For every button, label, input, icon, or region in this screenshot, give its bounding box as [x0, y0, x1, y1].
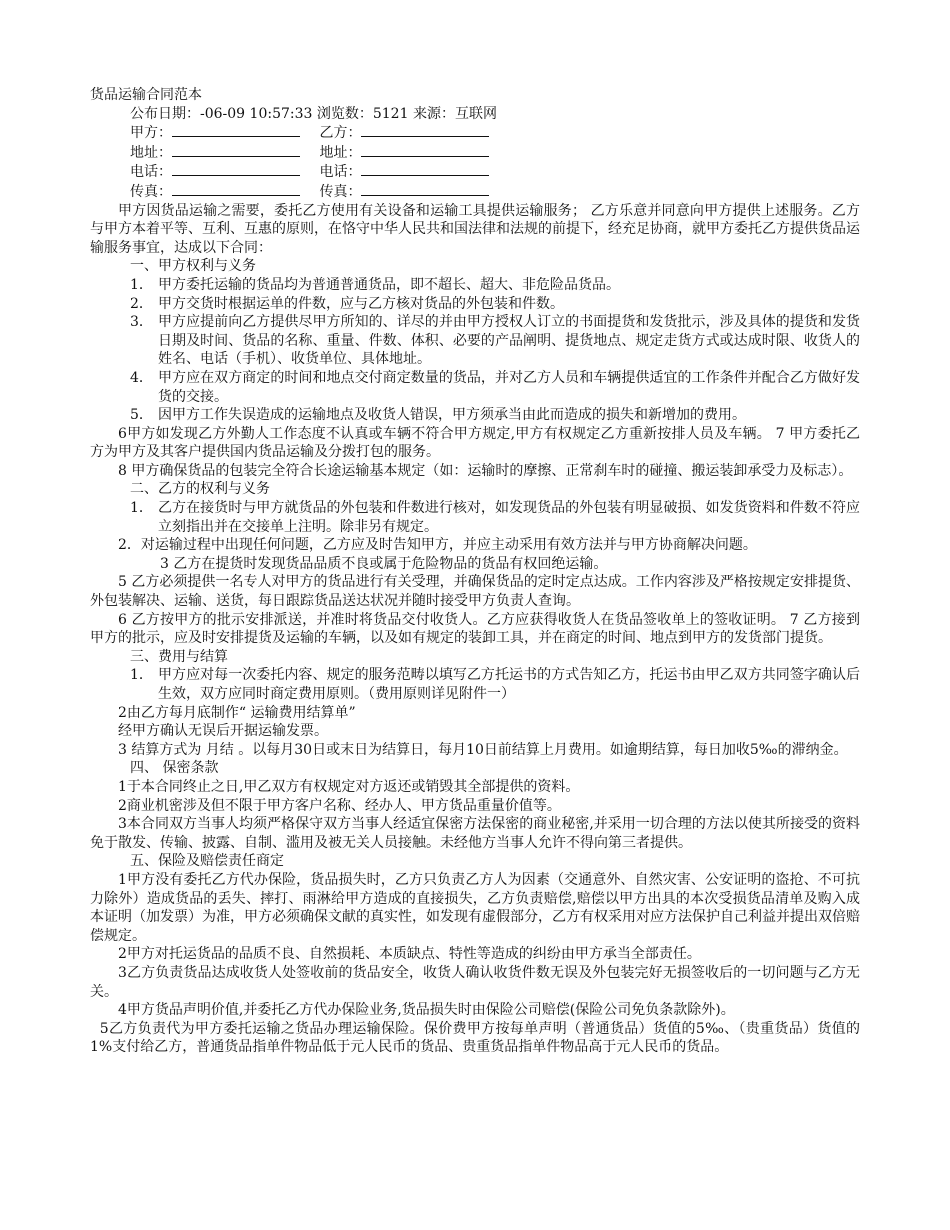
field-label-party-a: 甲方：: [130, 125, 172, 142]
paragraph-s4-1: 1于本合同终止之日,甲乙双方有权规定对方返还或销毁其全部提供的资料。: [118, 778, 580, 795]
item-text: 甲方应提前向乙方提供尽甲方所知的、详尽的并由甲方授权人订立的书面提货和发货批示，涉及具体的提货和发货日期及时间、货品的名称、重量、件数、体积、必要的产品阐明、提货地点、规定走货方式或达成时限、收货人的姓名、电话（手机）、收货单位、具体地址。: [158, 314, 860, 368]
paragraph-s5-4: 4甲方货品声明价值,并委托乙方代办保险业务,货品损失时由保险公司赔偿(保险公司免负条款除外)。: [118, 1002, 735, 1019]
item-text: 甲方委托运输的货品均为普通普通货品，即不超长、超大、非危险品货品。: [158, 276, 620, 293]
list-item: [90, 369, 860, 406]
item-text: 乙方在接货时与甲方就货品的外包装和件数进行核对，如发现货品的外包装有明显破损、如发货资料和件数不符应立刻指出并在交接单上注明。除非另有规定。: [158, 500, 860, 535]
document-title: 货品运输合同范本: [90, 87, 202, 103]
field-label-fax-b: 传真：: [319, 183, 362, 200]
list-item: [90, 295, 860, 314]
section-heading-5: 五、保险及赔偿责任商定: [130, 853, 284, 870]
field-label-address-a: 地址：: [130, 144, 172, 161]
blank-line: [172, 123, 300, 137]
list-item: [90, 666, 860, 703]
item-text: 甲方应对每一次委托内容、规定的服务范畴以填写乙方托运书的方式告知乙方，托运书由甲乙双方共同签字确认后生效，双方应同时商定费用原则。（费用原则详见附件一）: [158, 667, 860, 702]
field-row-address: [90, 143, 860, 163]
blank-line: [172, 143, 300, 157]
preamble-paragraph: 甲方因货品运输之需要，委托乙方使用有关设备和运输工具提供运输服务； 乙方乐意并同意向甲方提供上述服务。乙方与甲方本着平等、互利、互惠的原则，在恪守中华人民共和国法律和法规的前提下，经充足协商，就甲方委托乙方提供货品运输服务事宜，达成以下合同：: [90, 202, 860, 256]
blank-line: [361, 182, 489, 196]
field-label-phone-a: 电话：: [130, 164, 172, 181]
paragraph-s2-5: 5 乙方必须提供一名专人对甲方的货品进行有关受理，并确保货品的定时定点达成。工作内容涉及严格按规定安排提货、外包装解决、运输、送货，每日跟踪货品送达状况并随时接受甲方负责人查询。: [90, 574, 860, 610]
section-heading-4: 四、 保密条款: [130, 760, 219, 777]
blank-line: [172, 182, 300, 196]
list-item: [90, 499, 860, 536]
field-label-party-b: 乙方：: [319, 125, 362, 142]
blank-line: [361, 123, 489, 137]
item-number: 5．: [130, 407, 153, 424]
paragraph-s1-8: 8 甲方确保货品的包装完全符合长途运输基本规定（如：运输时的摩擦、正常刹车时的碰撞、搬运装卸承受力及标志）。: [118, 462, 853, 479]
item-number: 2．: [130, 295, 153, 312]
contract-document: [90, 86, 860, 1057]
blank-line: [361, 143, 489, 157]
section-heading-3: 三、费用与结算: [130, 648, 228, 665]
publish-meta: 公布日期：-06-09 10:57:33 浏览数：5121 来源：互联网: [130, 105, 497, 122]
field-row-phone: [90, 162, 860, 182]
section-heading-2: 二、乙方的权利与义务: [130, 481, 270, 498]
blank-line: [361, 162, 489, 176]
item-text: 甲方交货时根据运单的件数，应与乙方核对货品的外包装和件数。: [158, 295, 564, 312]
paragraph-s2-3: 3 乙方在提货时发现货品品质不良或属于危险物品的货品有权回绝运输。: [160, 555, 608, 572]
paragraph-s5-3: 3乙方负责货品达成收货人处签收前的货品安全，收货人确认收货件数无误及外包装完好无损签收后的一切问题与乙方无关。: [90, 964, 860, 1000]
paragraph-s5-5: 5乙方负责代为甲方委托运输之货品办理运输保险。保价费甲方按每单声明（普通货品）货值的5‰、（贵重货品）货值的1%支付给乙方，普通货品指单件物品低于元人民币的货品、贵重货品指单件物品高于元人民币的货品。: [90, 1020, 860, 1056]
paragraph-s5-1: 1甲方没有委托乙方代办保险，货品损失时，乙方只负责乙方人为因素（交通意外、自然灾害、公安证明的盗抢、不可抗力除外）造成货品的丢失、摔打、雨淋给甲方造成的直接损失，乙方负责赔偿,赔偿以甲方出具的本次受损货品清单及购入成本证明（加发票）为准，甲方必须确保文献的真实性，如发现有虚假部分，乙方有权采用对应方法保护自己利益并提出双倍赔偿规定。: [90, 871, 860, 944]
paragraph-s3-3: 3 结算方式为 月结 。以每月30日或末日为结算日，每月10日前结算上月费用。如逾期结算，每日加收5‰的滞纳金。: [118, 741, 848, 758]
party-fields: [90, 123, 860, 201]
list-item: [90, 313, 860, 369]
paragraph-s3-2b: 经甲方确认无误后开据运输发票。: [118, 723, 328, 740]
item-number: 1．: [130, 500, 153, 517]
paragraph-s4-3: 3本合同双方当事人均须严格保守双方当事人经适宜保密方法保密的商业秘密,并采用一切合理的方法以使其所接受的资料免于散发、传输、披露、自制、滥用及被无关人员接触。未经他方当事人允许不得向第三者提供。: [90, 816, 860, 851]
paragraph-s2-2: 2．对运输过程中出现任何问题，乙方应及时告知甲方，并应主动采用有效方法并与甲方协商解决问题。: [118, 537, 757, 554]
list-item: [90, 406, 860, 425]
item-number: 1．: [130, 276, 153, 293]
paragraph-s4-2: 2商业机密涉及但不限于甲方客户名称、经办人、甲方货品重量价值等。: [118, 797, 561, 814]
section-heading-1: 一、甲方权利与义务: [130, 258, 256, 275]
item-text: 甲方应在双方商定的时间和地点交付商定数量的货品，并对乙方人员和车辆提供适宜的工作条件并配合乙方做好发货的交接。: [158, 369, 860, 405]
item-number: 3．: [130, 314, 153, 331]
field-label-address-b: 地址：: [319, 144, 362, 161]
field-row-fax: [90, 182, 860, 202]
item-number: 4．: [130, 369, 153, 386]
paragraph-s3-2: 2由乙方每月底制作“ 运输费用结算单”: [118, 704, 356, 721]
paragraph-s5-2: 2甲方对托运货品的品质不良、自然损耗、本质缺点、特性等造成的纠纷由甲方承当全部责任。: [118, 946, 701, 963]
blank-line: [172, 162, 300, 176]
field-label-fax-a: 传真：: [130, 183, 172, 200]
field-label-phone-b: 电话：: [319, 164, 362, 181]
paragraph-s2-6: 6 乙方按甲方的批示安排派送，并准时将货品交付收货人。乙方应获得收货人在货品签收单上的签收证明。 7 乙方接到甲方的批示，应及时安排提货及运输的车辆，以及如有规定的装卸工具，并在商定的时间、地点到甲方的发货部门提货。: [90, 611, 860, 647]
list-item: [90, 276, 860, 295]
item-text: 因甲方工作失误造成的运输地点及收货人错误，甲方须承当由此而造成的损失和新增加的费用。: [158, 407, 746, 424]
item-number: 1．: [130, 667, 153, 684]
field-row-party: [90, 123, 860, 143]
paragraph-s1-6: 6甲方如发现乙方外勤人工作态度不认真或车辆不符合甲方规定,甲方有权规定乙方重新按排人员及车辆。 7 甲方委托乙方为甲方及其客户提供国内货品运输及分拨打包的服务。: [90, 425, 860, 461]
